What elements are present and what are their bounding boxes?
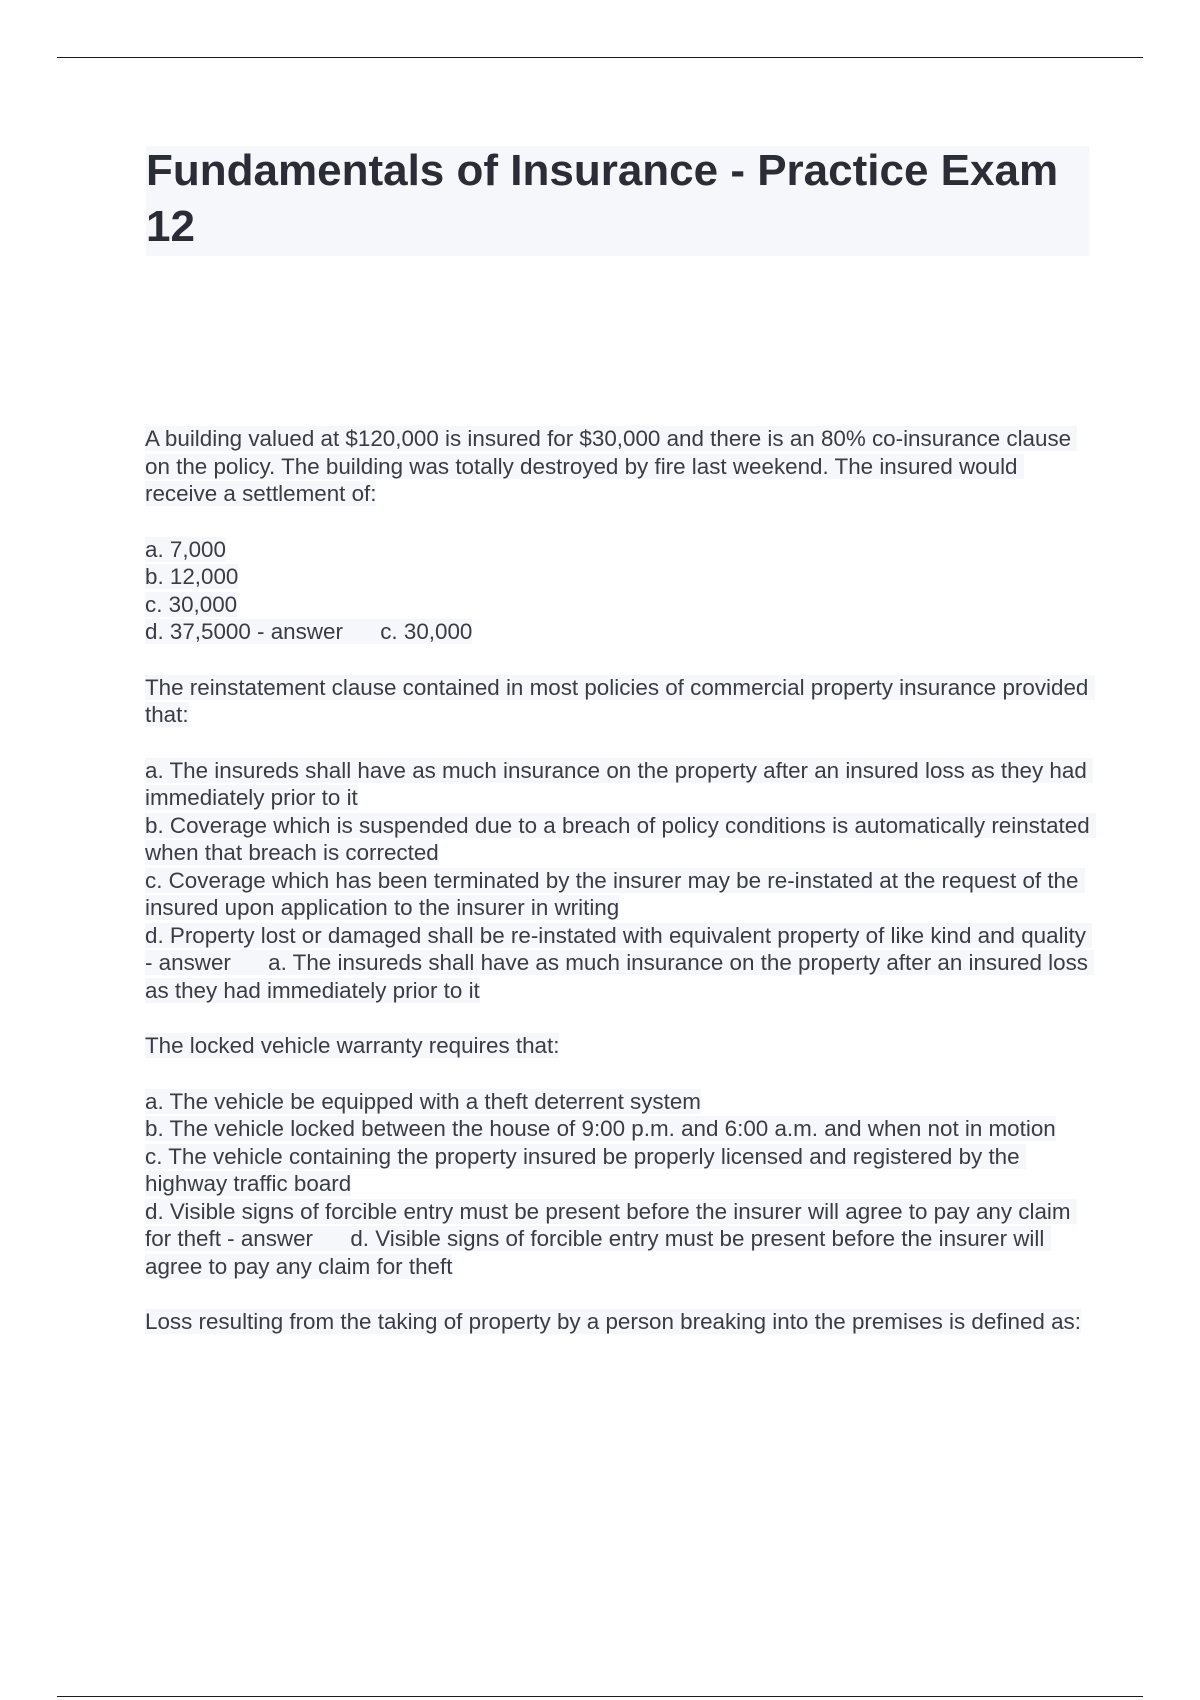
question-3-text: The locked vehicle warranty requires that: bbox=[145, 1033, 560, 1058]
question-2 bbox=[145, 674, 1095, 729]
question-2-options bbox=[145, 757, 1095, 1005]
question-1-options bbox=[145, 536, 1095, 646]
question-4-text: Loss resulting from the taking of property by a person breaking into the premises is defined as: bbox=[145, 1309, 1081, 1334]
page-title: Fundamentals of Insurance - Practice Exam 12 bbox=[146, 146, 1059, 251]
question-2-options-text: a. The insureds shall have as much insurance on the property after an insured loss as they had immediately prior to it b. Coverage which is suspended due to a breach of policy conditions is automatically reinstated when that breach is corrected c. Coverage which has been terminated by the insurer may be re-instated at the request of the insured upon application to the insurer in writing d. Property lost or damaged shall be re-instated with equivalent property of like kind and quality - answer a. The insureds shall have as much insurance on the property after an insured loss as they had immediately prior to it bbox=[145, 758, 1096, 1003]
question-3-options bbox=[145, 1088, 1095, 1281]
bottom-rule bbox=[57, 1696, 1143, 1697]
question-1-options-text: a. 7,000 b. 12,000 c. 30,000 d. 37,5000 - answer c. 30,000 bbox=[145, 536, 473, 644]
question-1 bbox=[145, 425, 1095, 508]
question-3-options-text: a. The vehicle be equipped with a theft deterrent system b. The vehicle locked between the house of 9:00 p.m. and 6:00 a.m. and when not in motion c. The vehicle containing the property insured be properly licensed and registered by the highway traffic board d. Visible signs of forcible entry must be present before the insurer will agree to pay any claim for theft - answer d. Visible signs of forcible entry must be present before the insurer will agree to pay any claim for theft bbox=[145, 1089, 1077, 1279]
question-4 bbox=[145, 1308, 1095, 1336]
question-1-text: A building valued at $120,000 is insured for $30,000 and there is an 80% co-insurance clause on the policy. The building was totally destroyed by fire last weekend. The insured would receive a settlement of: bbox=[145, 426, 1078, 506]
question-3 bbox=[145, 1032, 1095, 1060]
top-rule bbox=[57, 57, 1143, 58]
question-2-text: The reinstatement clause contained in most policies of commercial property insurance provided that: bbox=[145, 674, 1095, 727]
document-body bbox=[145, 425, 1095, 1336]
